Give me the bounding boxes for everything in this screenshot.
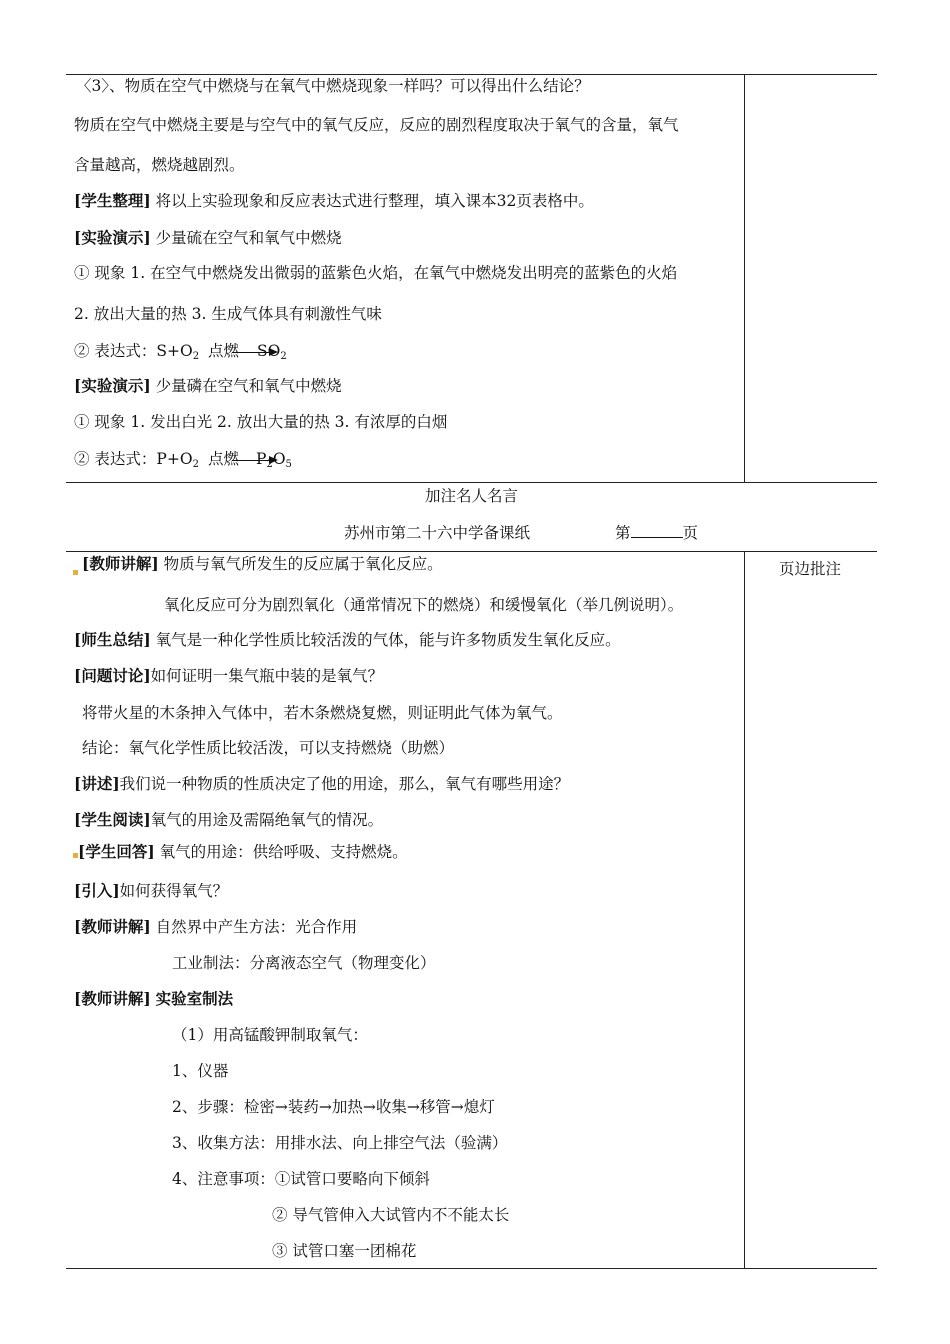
student-answer bbox=[78, 842, 408, 862]
phosphorus-product-p: P bbox=[256, 450, 267, 468]
summary-tag: [师生总结] bbox=[74, 630, 151, 649]
sulfur-expression bbox=[74, 341, 199, 361]
page-number-field bbox=[615, 523, 698, 543]
table2-column-divider bbox=[744, 551, 745, 1269]
phosphorus-product-sub2: 5 bbox=[285, 459, 292, 470]
table1-top-border bbox=[66, 74, 877, 75]
student-answer-text: 氧气的用途：供给呼吸、支持燃烧。 bbox=[159, 843, 408, 861]
table2-bottom-border bbox=[66, 1268, 877, 1269]
lab-instruments: 1、仪器 bbox=[172, 1062, 229, 1080]
phosphorus-product-sub1: 2 bbox=[266, 459, 273, 470]
student-reading-text: 氧气的用途及需隔绝氧气的情况。 bbox=[150, 811, 384, 829]
school-name: 苏州市第二十六中学备课纸 bbox=[344, 524, 531, 542]
answer-line-2: 含量越高，燃烧越剧烈。 bbox=[74, 156, 245, 174]
page-suffix: 页 bbox=[682, 524, 699, 542]
student-reading bbox=[74, 810, 383, 830]
demo-phosphorus-text: 少量磷在空气和氧气中燃烧 bbox=[155, 377, 342, 395]
teacher-explain-3-text: 实验室制法 bbox=[155, 989, 234, 1008]
student-answer-tag: [学生回答] bbox=[78, 842, 155, 861]
lab-notes-1: 4、注意事项：①试管口要略向下倾斜 bbox=[172, 1170, 430, 1188]
page-number-blank bbox=[631, 523, 683, 538]
page-prefix: 第 bbox=[615, 524, 631, 542]
table1-bottom-border bbox=[66, 482, 877, 483]
lab-notes-2: ② 导气管伸入大试管内不不能太长 bbox=[272, 1206, 510, 1224]
edit-mark bbox=[73, 570, 78, 575]
phosphorus-product-o: O bbox=[272, 450, 286, 468]
phosphorus-condition: 点燃 bbox=[208, 450, 240, 468]
teacher-explain-1-text: 物质与氧气所发生的反应属于氧化反应。 bbox=[163, 555, 443, 573]
sulfur-reaction-arrow bbox=[232, 352, 276, 353]
student-reading-tag: [学生阅读] bbox=[74, 810, 151, 829]
table2-top-border bbox=[66, 551, 877, 552]
discussion-tag: [问题讨论] bbox=[74, 666, 151, 685]
teacher-explain-1-tag: [教师讲解] bbox=[82, 554, 159, 573]
margin-notes-label: 页边批注 bbox=[779, 560, 842, 578]
demo-sulfur-tag: [实验演示] bbox=[74, 228, 151, 247]
demo-phosphorus bbox=[74, 376, 342, 396]
summary-text: 氧气是一种化学性质比较活泼的气体，能与许多物质发生氧化反应。 bbox=[155, 631, 621, 649]
narration bbox=[74, 774, 569, 794]
sulfur-phenomenon-line-1: ① 现象 1. 在空气中燃烧发出微弱的蓝紫色火焰，在氧气中燃烧发出明亮的蓝紫色的火焰 bbox=[74, 264, 678, 282]
famous-quote-placeholder: 加注名人名言 bbox=[425, 487, 519, 505]
demo-sulfur-text: 少量硫在空气和氧气中燃烧 bbox=[155, 229, 342, 247]
introduction-text: 如何获得氧气？ bbox=[119, 882, 229, 900]
phosphorus-phenomenon: ① 现象 1. 发出白光 2. 放出大量的热 3. 有浓厚的白烟 bbox=[74, 413, 448, 431]
sulfur-condition: 点燃 bbox=[208, 342, 240, 360]
phosphorus-o2-subscript: 2 bbox=[192, 459, 199, 470]
teacher-explain-3 bbox=[74, 989, 233, 1009]
narration-text: 我们说一种物质的性质决定了他的用途，那么，氧气有哪些用途？ bbox=[119, 775, 570, 793]
student-organize bbox=[74, 191, 594, 211]
test-method: 将带火星的木条抻入气体中，若木条燃烧复燃，则证明此气体为氧气。 bbox=[82, 704, 563, 722]
phosphorus-expression-label: ② 表达式：P+O bbox=[74, 450, 193, 468]
table1-column-divider bbox=[744, 74, 745, 483]
introduction-tag: [引入] bbox=[74, 881, 120, 900]
industrial-method: 工业制法：分离液态空气（物理变化） bbox=[172, 954, 436, 972]
student-organize-tag: [学生整理] bbox=[74, 191, 151, 210]
demo-phosphorus-tag: [实验演示] bbox=[74, 376, 151, 395]
summary bbox=[74, 630, 621, 650]
answer-line-1: 物质在空气中燃烧主要是与空气中的氧气反应，反应的剧烈程度取决于氧气的含量，氧气 bbox=[74, 116, 679, 134]
teacher-explain-2 bbox=[74, 917, 357, 937]
lab-collection: 3、收集方法：用排水法、向上排空气法（验满） bbox=[172, 1134, 508, 1152]
demo-sulfur bbox=[74, 228, 342, 248]
phosphorus-expression bbox=[74, 449, 199, 469]
lab-notes-3: ③ 试管口塞一团棉花 bbox=[272, 1242, 417, 1260]
sulfur-product-subscript: 2 bbox=[280, 351, 287, 362]
question-3: 〈3〉、物质在空气中燃烧与在氧气中燃烧现象一样吗？可以得出什么结论？ bbox=[76, 77, 590, 95]
student-organize-text: 将以上实验现象和反应表达式进行整理，填入课本32页表格中。 bbox=[155, 192, 594, 210]
sulfur-product-formula: SO bbox=[257, 342, 281, 360]
phosphorus-reaction-arrow bbox=[232, 460, 276, 461]
lab-method-title: （1）用高锰酸钾制取氧气： bbox=[172, 1026, 368, 1044]
discussion-text: 如何证明一集气瓶中装的是氧气？ bbox=[150, 667, 384, 685]
teacher-explain-2-text: 自然界中产生方法：光合作用 bbox=[155, 918, 358, 936]
introduction bbox=[74, 881, 228, 901]
discussion bbox=[74, 666, 383, 686]
teacher-explain-1 bbox=[82, 554, 443, 574]
narration-tag: [讲述] bbox=[74, 774, 120, 793]
oxidation-types: 氧化反应可分为剧烈氧化（通常情况下的燃烧）和缓慢氧化（举几例说明）。 bbox=[164, 596, 684, 614]
teacher-explain-2-tag: [教师讲解] bbox=[74, 917, 151, 936]
sulfur-phenomenon-line-2: 2. 放出大量的热 3. 生成气体具有刺激性气味 bbox=[74, 305, 382, 323]
sulfur-o2-subscript: 2 bbox=[192, 351, 200, 362]
sulfur-expression-label: ② 表达式：S+O bbox=[74, 342, 193, 360]
teacher-explain-3-tag: [教师讲解] bbox=[74, 989, 151, 1008]
lab-steps: 2、步骤：检密→装药→加热→收集→移管→熄灯 bbox=[172, 1098, 495, 1116]
conclusion: 结论：氧气化学性质比较活泼，可以支持燃烧（助燃） bbox=[82, 739, 455, 757]
